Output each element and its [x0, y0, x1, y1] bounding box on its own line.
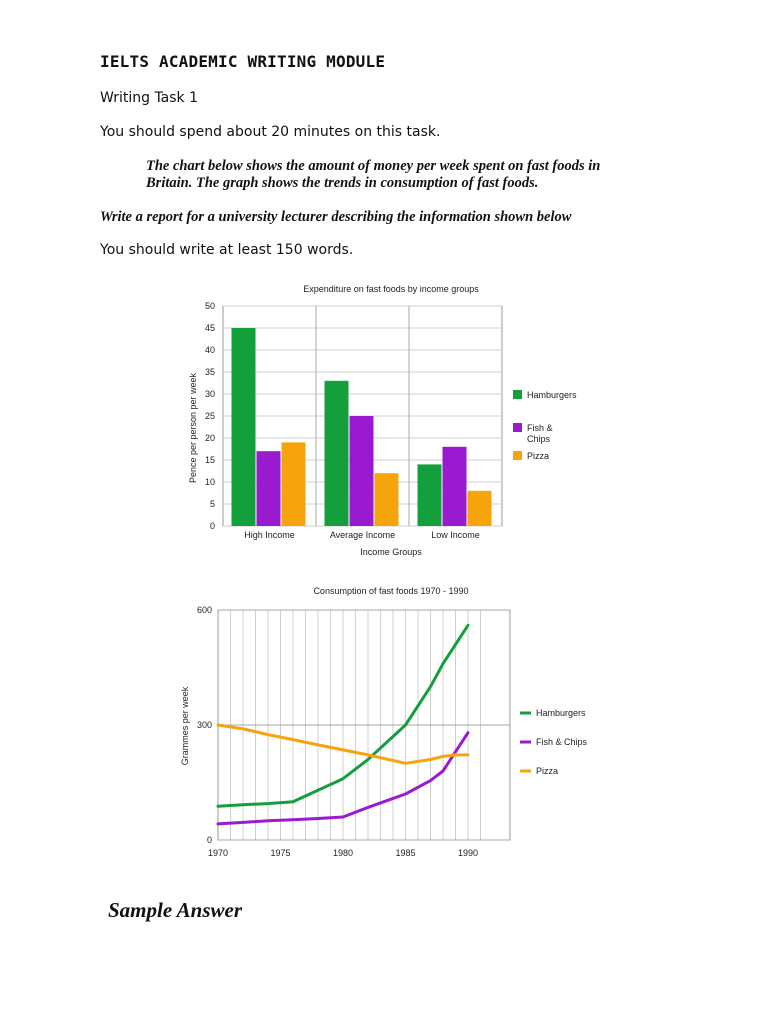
line-chart-x-tick-label: 1985	[395, 848, 416, 858]
bar-chart-y-axis-label: Pence per person per week	[188, 372, 198, 484]
bar-chart-y-ticks	[205, 301, 215, 531]
word-count-instruction: You should write at least 150 words.	[100, 242, 354, 258]
line-chart-y-ticks	[197, 605, 212, 845]
bar-chart-legend-label: Chips	[527, 434, 551, 444]
bar-chart	[188, 284, 577, 557]
line-chart-y-axis-label: Grammes per week	[180, 686, 190, 766]
bar-chart-legend-swatch	[513, 451, 522, 460]
bar-chart-y-tick-label: 10	[204, 477, 215, 487]
bar-chart-x-ticks	[244, 530, 480, 540]
bar-chart-y-tick-label: 20	[204, 433, 215, 443]
sample-answer-heading: Sample Answer	[108, 898, 242, 922]
line-chart-x-tick-label: 1975	[270, 848, 291, 858]
line-chart-x-ticks	[208, 848, 478, 858]
report-instruction: Write a report for a university lecturer describing the information shown below	[100, 209, 572, 225]
bar	[443, 447, 467, 526]
line-chart-y-tick-label: 300	[196, 720, 212, 730]
bar-chart-y-tick-label: 30	[204, 389, 215, 399]
bar-chart-legend	[513, 390, 577, 461]
bar-chart-y-tick-label: 25	[204, 411, 215, 421]
line-chart-title: Consumption of fast foods 1970 - 1990	[313, 586, 469, 596]
bar	[350, 416, 374, 526]
line-chart	[180, 586, 588, 858]
bar	[232, 328, 256, 526]
bar-chart-y-tick-label: 40	[204, 345, 215, 355]
bar-chart-y-tick-label: 35	[204, 367, 215, 377]
bar-chart-title: Expenditure on fast foods by income groups	[303, 284, 479, 294]
bar-chart-y-tick-label: 5	[209, 499, 215, 509]
bar-chart-legend-label: Hamburgers	[527, 390, 577, 400]
bar	[257, 451, 281, 526]
bar-chart-x-axis-label: Income Groups	[360, 547, 422, 557]
bar	[418, 464, 442, 526]
line-chart-y-tick-label: 0	[206, 835, 212, 845]
document-title: IELTS ACADEMIC WRITING MODULE	[100, 52, 386, 71]
bar-chart-legend-swatch	[513, 423, 522, 432]
line-chart-grid	[218, 610, 510, 840]
bar-chart-category-label: Low Income	[431, 530, 480, 540]
line-chart-legend-label: Hamburgers	[536, 708, 586, 718]
bar-chart-y-tick-label: 50	[204, 301, 215, 311]
bar-chart-y-tick-label: 0	[209, 521, 215, 531]
task-prompt-line-1: The chart below shows the amount of money per week spent on fast foods in	[146, 158, 601, 174]
bar	[375, 473, 399, 526]
bar-chart-category-label: High Income	[244, 530, 295, 540]
line-chart-legend-label: Pizza	[536, 766, 559, 776]
bar-chart-y-tick-label: 15	[204, 455, 215, 465]
time-instruction: You should spend about 20 minutes on this task.	[100, 124, 441, 140]
bar-chart-legend-label: Fish &	[527, 423, 553, 433]
line-chart-legend-label: Fish & Chips	[536, 737, 588, 747]
task-label: Writing Task 1	[100, 90, 199, 106]
bar	[325, 381, 349, 526]
bar	[468, 491, 492, 526]
bar-chart-category-label: Average Income	[329, 530, 396, 540]
line-chart-legend	[520, 708, 588, 776]
bar	[282, 442, 306, 526]
task-prompt-line-2: Britain. The graph shows the trends in consumption of fast foods.	[146, 175, 539, 191]
line-chart-x-tick-label: 1990	[457, 848, 479, 858]
bar-chart-y-tick-label: 45	[204, 323, 215, 333]
line-chart-y-tick-label: 600	[196, 605, 212, 615]
line-chart-x-tick-label: 1970	[207, 848, 229, 858]
bar-chart-legend-swatch	[513, 390, 522, 399]
line-chart-x-tick-label: 1980	[332, 848, 354, 858]
bar-chart-legend-label: Pizza	[527, 451, 550, 461]
